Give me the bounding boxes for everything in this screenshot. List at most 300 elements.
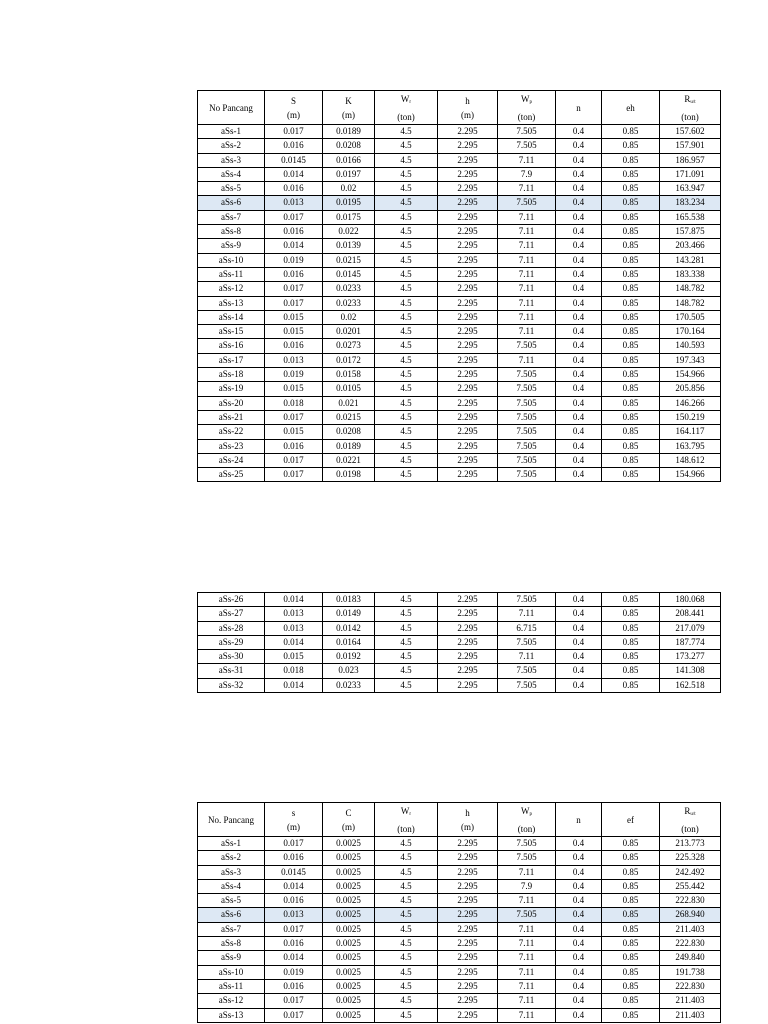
table-cell: 0.85 [602,453,660,467]
table-cell: 2.295 [438,937,498,951]
table-cell: 7.505 [498,453,556,467]
table-body [198,593,721,693]
column-header [498,91,556,125]
table-cell: 2.295 [438,253,498,267]
table-cell: aSs-29 [198,635,265,649]
header-subscript: u/t [690,812,696,817]
table-cell: 0.4 [556,937,602,951]
table-cell: 0.85 [602,253,660,267]
table-cell: aSs-9 [198,239,265,253]
header-unit: (ton) [681,112,699,122]
table-cell: 162.518 [660,678,721,692]
table-cell: 4.5 [375,965,438,979]
table-cell: aSs-13 [198,296,265,310]
table-cell: 148.612 [660,453,721,467]
table-cell: 2.295 [438,468,498,482]
column-header-symbol [265,806,322,820]
table-cell: 205.856 [660,382,721,396]
table-cell: 0.0233 [323,296,375,310]
column-header-symbol [660,804,720,822]
table-row [198,951,721,965]
header-symbol: W [521,94,530,104]
table-cell: 4.5 [375,310,438,324]
table-cell: 4.5 [375,368,438,382]
table-cell: 0.4 [556,837,602,851]
table-cell: 4.5 [375,125,438,139]
table-cell: 7.505 [498,837,556,851]
table-cell: 7.505 [498,678,556,692]
table-cell: 0.017 [265,922,323,936]
table-cell: 0.85 [602,650,660,664]
header-unit: (ton) [517,824,536,834]
table-cell: 268.940 [660,908,721,922]
table-cell: 0.4 [556,125,602,139]
table-cell: aSs-5 [198,894,265,908]
table-cell: 0.4 [556,382,602,396]
table-cell: 7.9 [498,879,556,893]
table-cell: 165.538 [660,210,721,224]
table-cell: 4.5 [375,296,438,310]
table-cell: 2.295 [438,678,498,692]
header-symbol: R [684,94,691,104]
table-cell: 7.11 [498,253,556,267]
table-cell: 0.0273 [323,339,375,353]
table-row [198,664,721,678]
table-cell: 7.505 [498,425,556,439]
table-cell: 2.295 [438,153,498,167]
table-cell: 0.4 [556,153,602,167]
header-symbol: W [521,806,530,816]
table-cell: 2.295 [438,453,498,467]
table-cell: 0.017 [265,282,323,296]
table-cell: 0.023 [323,664,375,678]
table-row [198,994,721,1008]
table-cell: 2.295 [438,979,498,993]
table-cell: 0.0025 [323,879,375,893]
header-symbol: K [345,96,352,106]
table-cell: 0.4 [556,325,602,339]
table-cell: 0.4 [556,267,602,281]
table-cell: 0.85 [602,851,660,865]
table-row [198,468,721,482]
table-cell: 0.4 [556,635,602,649]
table-cell: 7.11 [498,922,556,936]
table-cell: aSs-11 [198,267,265,281]
table-cell: 0.017 [265,1008,323,1022]
table-cell: aSs-1 [198,837,265,851]
table-cell: 222.830 [660,979,721,993]
table-cell: 4.5 [375,139,438,153]
table-row [198,937,721,951]
table-cell: 2.295 [438,382,498,396]
column-header-symbol [198,813,264,827]
table-cell: aSs-25 [198,468,265,482]
table-cell: 0.85 [602,153,660,167]
table-row [198,296,721,310]
table-cell: aSs-11 [198,979,265,993]
table-cell: 0.0221 [323,453,375,467]
table-cell: 4.5 [375,635,438,649]
table-cell: 4.5 [375,267,438,281]
table-cell: 0.0164 [323,635,375,649]
table-cell: 4.5 [375,410,438,424]
table-cell: 7.505 [498,593,556,607]
table-cell: 0.85 [602,994,660,1008]
table-cell: 7.11 [498,650,556,664]
table-cell: 0.85 [602,339,660,353]
table-cell: 0.016 [265,937,323,951]
table-cell: 0.014 [265,951,323,965]
table-cell: 2.295 [438,410,498,424]
table-cell: 4.5 [375,396,438,410]
header-unit: (ton) [681,824,699,834]
table-cell: 0.017 [265,994,323,1008]
table-cell: 0.85 [602,1008,660,1022]
table-cell: 0.85 [602,678,660,692]
table-cell: 0.4 [556,965,602,979]
table-cell: 0.4 [556,1008,602,1022]
table-cell: 4.5 [375,182,438,196]
table-row [198,894,721,908]
table-cell: 0.85 [602,593,660,607]
header-symbol: eh [626,103,635,113]
table-cell: 4.5 [375,607,438,621]
table-cell: 4.5 [375,153,438,167]
table-row [198,368,721,382]
table-row [198,425,721,439]
table-cell: 242.492 [660,865,721,879]
table-cell: 0.85 [602,382,660,396]
table-cell: 0.0025 [323,937,375,951]
table-cell: 7.11 [498,607,556,621]
table-cell: 0.013 [265,607,323,621]
table-cell: 7.11 [498,210,556,224]
table-cell: 0.4 [556,310,602,324]
table-cell: 187.774 [660,635,721,649]
table-cell: aSs-7 [198,210,265,224]
table-row [198,851,721,865]
column-header-symbol [323,806,374,820]
table-cell: 4.5 [375,1008,438,1022]
table-cell: aSs-2 [198,139,265,153]
column-header-symbol [198,101,264,115]
table-cell: 197.343 [660,353,721,367]
table-cell: 0.0145 [265,865,323,879]
table-header [198,91,721,125]
table-cell: 4.5 [375,453,438,467]
table-cell: 2.295 [438,439,498,453]
table-cell: 7.11 [498,1008,556,1022]
table-cell: 7.505 [498,125,556,139]
table-cell: 2.295 [438,865,498,879]
header-symbol: No. Pancang [208,815,254,825]
column-header [265,91,323,125]
table-cell: 222.830 [660,894,721,908]
table-cell: 222.830 [660,937,721,951]
table-row [198,310,721,324]
table-cell: 0.013 [265,353,323,367]
table-cell: 157.875 [660,225,721,239]
table-cell: 157.901 [660,139,721,153]
table-cell: 211.403 [660,1008,721,1022]
table-cell: 0.0145 [323,267,375,281]
table-cell: 0.014 [265,635,323,649]
table-row [198,1008,721,1022]
table-row [198,865,721,879]
header-unit: (m) [287,822,300,832]
table-cell: 7.11 [498,994,556,1008]
table-row [198,182,721,196]
table-cell: 0.4 [556,650,602,664]
table-cell: 0.85 [602,894,660,908]
table-cell: 0.4 [556,865,602,879]
header-symbol: W [400,94,410,104]
table-cell: 0.0189 [323,125,375,139]
table-cell: 148.782 [660,296,721,310]
table-cell: 7.505 [498,139,556,153]
table-cell: 225.328 [660,851,721,865]
table-cell: 7.505 [498,439,556,453]
table-cell: 4.5 [375,439,438,453]
table-cell: 4.5 [375,979,438,993]
table-cell: 0.016 [265,894,323,908]
column-header-symbol [438,94,497,108]
table-cell: 0.016 [265,439,323,453]
table-cell: 0.4 [556,239,602,253]
table-cell: 2.295 [438,239,498,253]
table-cell: aSs-12 [198,282,265,296]
table-cell: 186.957 [660,153,721,167]
table-cell: 7.505 [498,635,556,649]
pile-capacity-table-3 [197,802,721,1023]
table-row [198,908,721,922]
table-cell: 0.4 [556,282,602,296]
table-cell: 0.85 [602,282,660,296]
table-row [198,410,721,424]
table-cell: 2.295 [438,635,498,649]
header-subscript: p [529,100,532,105]
column-header [660,91,721,125]
column-header [198,803,265,837]
column-header-symbol [438,806,497,820]
table-cell: 7.505 [498,468,556,482]
table-cell: 0.013 [265,908,323,922]
header-symbol: n [576,815,581,825]
table-cell: 154.966 [660,368,721,382]
table-cell: 0.016 [265,225,323,239]
column-header-symbol [375,804,437,822]
table-cell: 2.295 [438,607,498,621]
header-unit: (ton) [517,112,536,122]
table-cell: 0.4 [556,607,602,621]
table-cell: 2.295 [438,425,498,439]
table-cell: 143.281 [660,253,721,267]
table-cell: 0.85 [602,167,660,181]
column-header-symbol [375,92,437,110]
table-cell: 183.234 [660,196,721,210]
table-cell: 4.5 [375,908,438,922]
table-cell: 163.795 [660,439,721,453]
table-cell: 0.4 [556,621,602,635]
table-row [198,650,721,664]
table-cell: 0.0025 [323,865,375,879]
table-cell: 0.0158 [323,368,375,382]
table-cell: 0.85 [602,239,660,253]
table-cell: aSs-23 [198,439,265,453]
table-cell: 0.85 [602,410,660,424]
table-row [198,282,721,296]
table-cell: 0.4 [556,593,602,607]
table-cell: 0.4 [556,253,602,267]
table-cell: 0.4 [556,894,602,908]
table-cell: 0.85 [602,635,660,649]
table-cell: 4.5 [375,837,438,851]
table-cell: 4.5 [375,994,438,1008]
table-cell: 0.85 [602,468,660,482]
header-symbol: h [465,96,470,106]
table-cell: 4.5 [375,468,438,482]
table-cell: 170.505 [660,310,721,324]
table-cell: 0.0025 [323,979,375,993]
table-cell: aSs-13 [198,1008,265,1022]
table-cell: 6.715 [498,621,556,635]
table-row [198,139,721,153]
table-cell: 0.85 [602,965,660,979]
table-cell: 2.295 [438,310,498,324]
table-cell: 217.079 [660,621,721,635]
table-cell: 0.4 [556,210,602,224]
table-cell: aSs-6 [198,196,265,210]
table-cell: 0.0215 [323,253,375,267]
table-cell: 0.019 [265,368,323,382]
table-cell: 0.02 [323,310,375,324]
table-cell: aSs-27 [198,607,265,621]
table-cell: 0.014 [265,239,323,253]
table-cell: 0.4 [556,922,602,936]
table-cell: 2.295 [438,894,498,908]
table-cell: 191.738 [660,965,721,979]
table-row [198,593,721,607]
table-cell: 0.0145 [265,153,323,167]
table-cell: 4.5 [375,167,438,181]
table-cell: 0.0192 [323,650,375,664]
table-row [198,196,721,210]
table-cell: aSs-19 [198,382,265,396]
table-cell: 0.0025 [323,1008,375,1022]
table-cell: 0.4 [556,353,602,367]
header-unit: (ton) [397,824,415,834]
table-cell: 0.4 [556,678,602,692]
table-cell: 180.068 [660,593,721,607]
table-cell: 0.017 [265,837,323,851]
table-cell: aSs-30 [198,650,265,664]
table-cell: 2.295 [438,593,498,607]
table-row [198,225,721,239]
table-cell: 171.091 [660,167,721,181]
table-cell: 7.505 [498,851,556,865]
table-cell: 2.295 [438,664,498,678]
table-cell: 2.295 [438,879,498,893]
table-row [198,879,721,893]
table-cell: 0.019 [265,965,323,979]
table-cell: aSs-24 [198,453,265,467]
header-symbol: h [465,808,470,818]
table-cell: 7.505 [498,368,556,382]
table-cell: aSs-16 [198,339,265,353]
table-cell: 7.11 [498,979,556,993]
table-cell: aSs-26 [198,593,265,607]
table-cell: 154.966 [660,468,721,482]
table-cell: 0.4 [556,468,602,482]
table-cell: 2.295 [438,951,498,965]
table-cell: 0.85 [602,937,660,951]
table-cell: 0.4 [556,225,602,239]
table-cell: 0.4 [556,908,602,922]
table-cell: 0.85 [602,325,660,339]
table-cell: 4.5 [375,282,438,296]
table-cell: 0.0195 [323,196,375,210]
table-row [198,153,721,167]
table-cell: 7.11 [498,353,556,367]
header-symbol: s [291,808,296,818]
column-header [438,91,498,125]
table-cell: 7.11 [498,239,556,253]
table-cell: 0.013 [265,621,323,635]
table-row [198,922,721,936]
table-body [198,837,721,1023]
table-cell: 0.85 [602,607,660,621]
table-cell: 0.0183 [323,593,375,607]
column-header [438,803,498,837]
table-cell: 0.0139 [323,239,375,253]
table-cell: 203.466 [660,239,721,253]
table-row [198,167,721,181]
table-cell: 0.017 [265,410,323,424]
table-cell: 7.11 [498,225,556,239]
table-cell: 0.4 [556,439,602,453]
table-cell: 0.85 [602,353,660,367]
table-cell: 157.602 [660,125,721,139]
column-header-symbol [556,101,601,115]
table-cell: 7.11 [498,965,556,979]
table-cell: 4.5 [375,865,438,879]
column-header [375,803,438,837]
table-cell: 0.4 [556,196,602,210]
column-header-symbol [556,813,601,827]
table-cell: 0.85 [602,267,660,281]
table-cell: 0.016 [265,851,323,865]
table-cell: 0.0025 [323,851,375,865]
column-header-symbol [323,94,374,108]
table-cell: 0.4 [556,979,602,993]
table-row [198,621,721,635]
table-row [198,678,721,692]
table-cell: 0.4 [556,879,602,893]
table-cell: 0.0208 [323,139,375,153]
table-cell: 7.505 [498,339,556,353]
header-unit: (m) [342,822,355,832]
table-cell: 0.022 [323,225,375,239]
header-symbol: W [400,806,410,816]
table-cell: 0.85 [602,621,660,635]
pile-capacity-table-2 [197,592,721,693]
table-cell: 0.85 [602,922,660,936]
table-cell: 4.5 [375,937,438,951]
table-cell: 0.014 [265,167,323,181]
table-row [198,382,721,396]
header-symbol: C [345,808,352,818]
table-cell: 2.295 [438,282,498,296]
